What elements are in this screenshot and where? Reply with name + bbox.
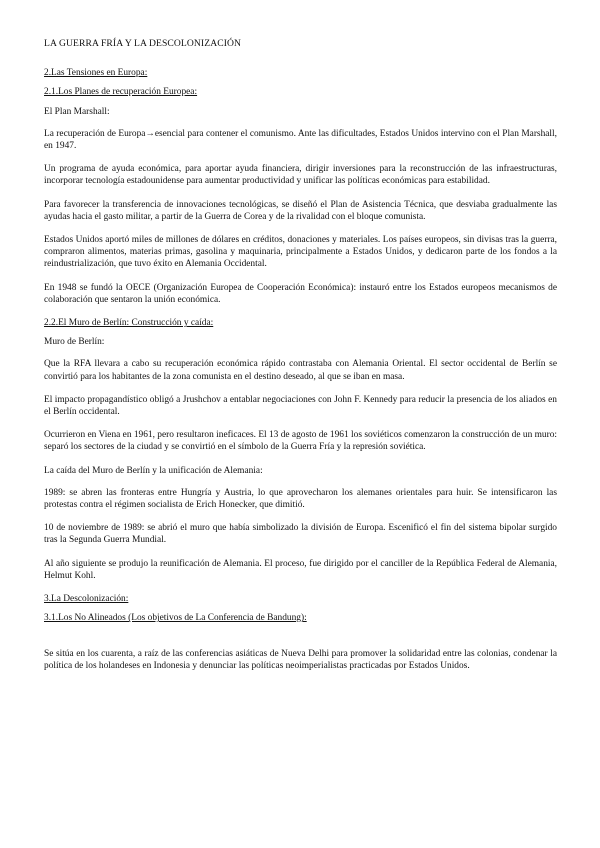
- document-title: LA GUERRA FRÍA Y LA DESCOLONIZACIÓN: [44, 38, 242, 49]
- paragraph: 1989: se abren las fronteras entre Hungría y Austria, lo que aprovecharon los alemanes orientales para huir. Se intensificaron las protestas contra el régimen socialista de Erich Honecker, que dimitió.: [44, 487, 557, 511]
- muro-label: Muro de Berlín:: [44, 337, 105, 348]
- paragraph: En 1948 se fundó la OECE (Organización Europea de Cooperación Económica): instauró entre los Estados europeos mecanismos de colaboración que sentaron la unión económica.: [44, 282, 557, 305]
- caida-label: La caída del Muro de Berlín y la unificación de Alemania:: [44, 465, 263, 476]
- paragraph: Un programa de ayuda económica, para aportar ayuda financiera, dirigir inversiones para la reconstrucción de las infraestructuras, incorporar tecnología estadounidense para aumentar productividad y unificar las políticas económicas para estabilidad.: [44, 164, 557, 187]
- paragraph: La recuperación de Europa→esencial para contener el comunismo. Ante las dificultades, Estados Unidos intervino con el Plan Marshall, en 1947.: [44, 128, 557, 152]
- paragraph: Ocurrieron en Viena en 1961, pero resultaron ineficaces. El 13 de agosto de 1961 los soviéticos comenzaron la construcción de un muro: separó los sectores de la ciudad y se convirtió en el símbolo de la Guerra Fría y la represión soviética.: [44, 430, 557, 453]
- paragraph: Se sitúa en los cuarenta, a raíz de las conferencias asiáticas de Nueva Delhi para promover la solidaridad entre las colonias, condenar la política de los holandeses en Indonesia y denunciar las políticas neoimperialistas practicadas por Estados Unidos.: [44, 648, 557, 671]
- plan-marshall-label: El Plan Marshall:: [44, 106, 110, 117]
- paragraph: 10 de noviembre de 1989: se abrió el muro que había simbolizado la división de Europa. Escenificó el fin del sistema bipolar surgido tras la Segunda Guerra Mundial.: [44, 523, 557, 546]
- paragraph: Para favorecer la transferencia de innovaciones tecnológicas, se diseñó el Plan de Asistencia Técnica, que desviaba gradualmente las ayudas hacia el gasto militar, a partir de la Guerra de Corea y de la rivalidad con el bloque comunista.: [44, 199, 557, 222]
- section-3-heading: 3.La Descolonización:: [44, 594, 129, 605]
- section-2-2-heading: 2.2.El Muro de Berlín: Construcción y caída:: [44, 318, 214, 329]
- section-3-1-heading: 3.1.Los No Alineados (Los objetivos de La Conferencia de Bandung):: [44, 613, 307, 624]
- paragraph: El impacto propagandístico obligó a Jrushchov a entablar negociaciones con John F. Kennedy para reducir la presencia de los aliados en el Berlín occidental.: [44, 394, 557, 418]
- paragraph: Estados Unidos aportó miles de millones de dólares en créditos, donaciones y materiales. Los países europeos, sin divisas tras la guerra, compraron alimentos, materias primas, gasolina y maquinaria, principalmente a Estados Unidos, y dedicaron parte de los fondos a la reindustrialización, que tuvo éxito en Alemania Occidental.: [44, 235, 557, 270]
- section-2-1-heading: 2.1.Los Planes de recuperación Europea:: [44, 87, 198, 98]
- paragraph: Al año siguiente se produjo la reunificación de Alemania. El proceso, fue dirigido por el canciller de la República Federal de Alemania, Helmut Kohl.: [44, 558, 557, 581]
- section-2-heading: 2.Las Tensiones en Europa:: [44, 68, 148, 79]
- paragraph: Que la RFA llevara a cabo su recuperación económica rápido contrastaba con Alemania Oriental. El sector occidental de Berlín se convirtió para los habitantes de la zona comunista en el destino deseado, al que se iban en masa.: [44, 359, 557, 382]
